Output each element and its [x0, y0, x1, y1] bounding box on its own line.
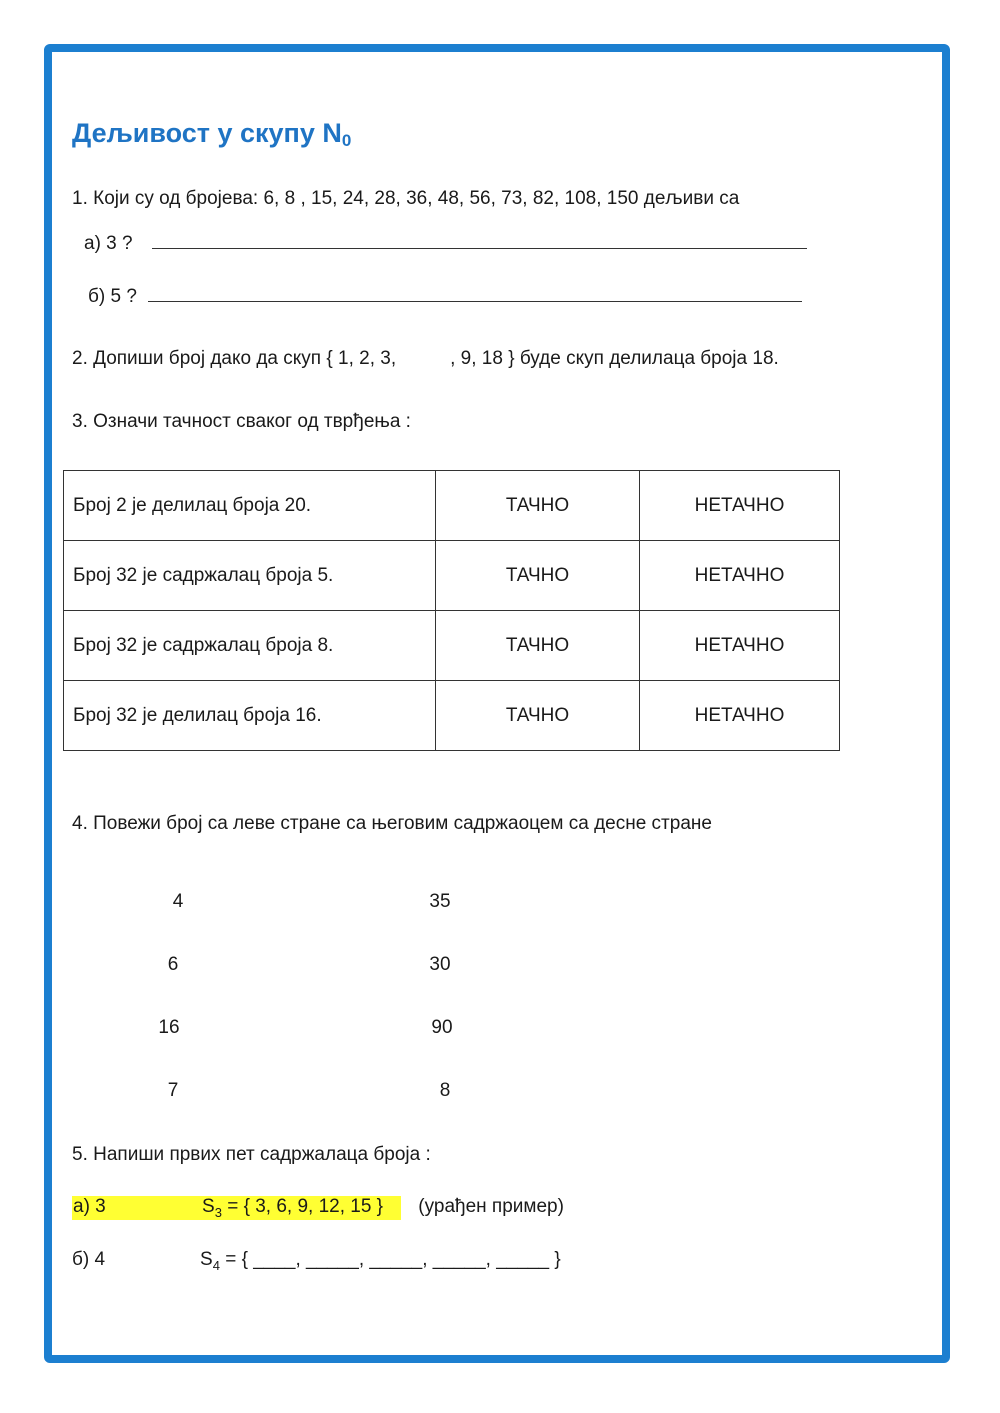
example-note: (урађен пример) [418, 1196, 564, 1217]
statement-cell: Број 2 је делилац броја 20. [64, 471, 436, 541]
question-5b [72, 1249, 561, 1273]
answer-line-1b[interactable] [148, 285, 802, 302]
page-title: Дељивост у скупу $N_0$ [72, 118, 352, 150]
example-set: $S_3$ = { 3, 6, 9, 12, 15 } [202, 1196, 384, 1220]
question-1-text: 1. Који су од бројева: 6, 8 , 15, 24, 28, 36, 48, 56, 73, 82, 108, 150 дељиви са [72, 188, 740, 209]
answer-set-input[interactable]: $S_4$ = { ____, _____, _____, _____, _____ } [200, 1249, 561, 1273]
right-number[interactable]: 90 [431, 1017, 453, 1038]
table-row [64, 471, 840, 541]
question-5a [72, 1196, 564, 1220]
question-3-text: 3. Означи тачност сваког од тврђења : [72, 411, 411, 432]
false-option[interactable]: НЕТАЧНО [640, 681, 840, 751]
true-option[interactable]: ТАЧНО [436, 611, 640, 681]
false-option[interactable]: НЕТАЧНО [640, 611, 840, 681]
table-row [64, 681, 840, 751]
statement-cell: Број 32 је делилац броја 16. [64, 681, 436, 751]
example-highlight [72, 1196, 401, 1220]
false-option[interactable]: НЕТАЧНО [640, 541, 840, 611]
true-false-table [63, 470, 840, 751]
answer-line-1a[interactable] [152, 232, 807, 249]
question-1a [84, 232, 807, 255]
question-5b-label: б) 4 [72, 1249, 106, 1270]
left-number[interactable]: 16 [158, 1017, 180, 1038]
question-2-text-start: 2. Допиши број дако да скуп { 1, 2, 3, [72, 348, 397, 369]
right-number[interactable]: 35 [429, 891, 451, 912]
statement-cell: Број 32 је садржалац броја 8. [64, 611, 436, 681]
statement-cell: Број 32 је садржалац броја 5. [64, 541, 436, 611]
question-2 [72, 348, 779, 370]
left-number[interactable]: 6 [167, 954, 179, 975]
left-number[interactable]: 4 [172, 891, 184, 912]
left-number[interactable]: 7 [167, 1080, 179, 1101]
table-row [64, 611, 840, 681]
table-row [64, 541, 840, 611]
true-option[interactable]: ТАЧНО [436, 681, 640, 751]
question-5-text: 5. Напиши првих пет садржалаца броја : [72, 1144, 431, 1165]
question-1b-label: б) 5 ? [88, 286, 137, 307]
question-1a-label: а) 3 ? [84, 233, 133, 254]
false-option[interactable]: НЕТАЧНО [640, 471, 840, 541]
right-number[interactable]: 30 [429, 954, 451, 975]
right-number[interactable]: 8 [439, 1080, 451, 1101]
true-option[interactable]: ТАЧНО [436, 471, 640, 541]
question-2-text-end: , 9, 18 } буде скуп делилаца броја 18. [450, 348, 779, 369]
question-5a-label: а) 3 [73, 1196, 106, 1217]
true-option[interactable]: ТАЧНО [436, 541, 640, 611]
question-4-text: 4. Повежи број са леве стране са његовим садржаоцем са десне стране [72, 813, 712, 834]
question-1b [88, 285, 802, 308]
